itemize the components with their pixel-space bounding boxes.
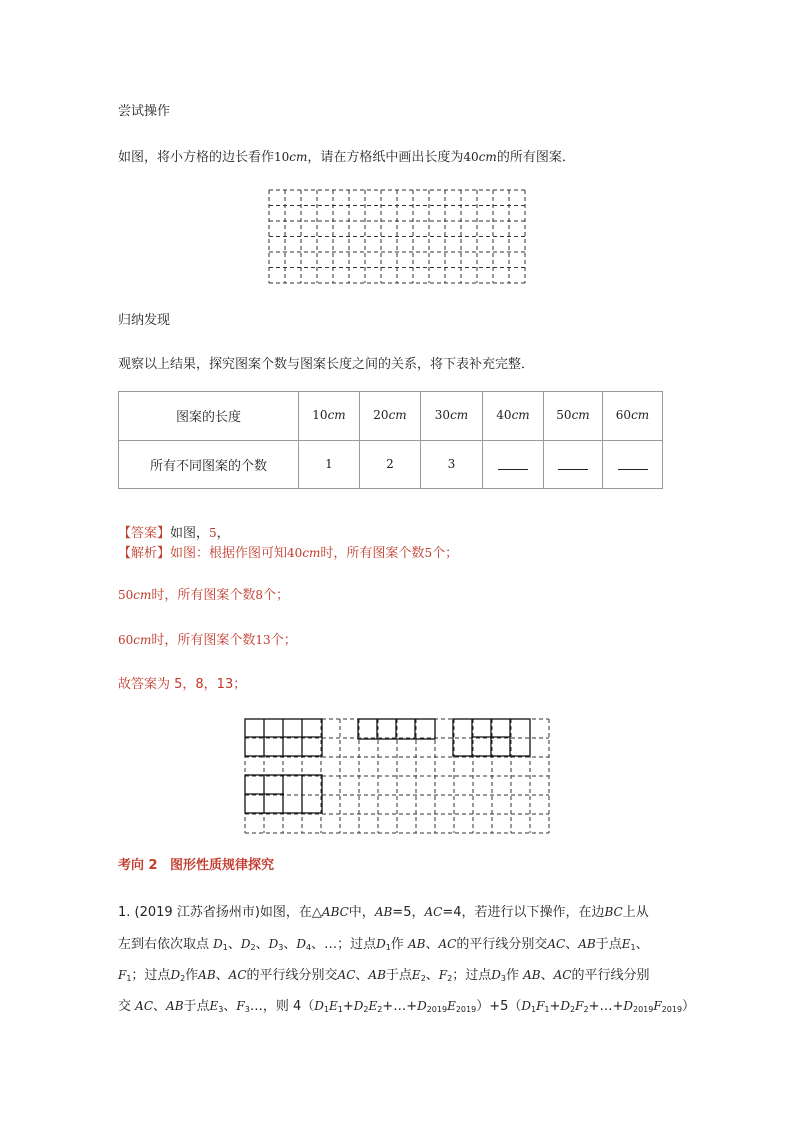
analysis-line-1: 【解析】如图：根据作图可知40cm时，所有图案个数5个； [118, 546, 459, 561]
table-cell: 20cm [360, 392, 421, 441]
table-cell: 60cm [603, 392, 663, 441]
summary-prompt: 观察以上结果，探究图案个数与图案长度之间的关系，将下表补充完整． [118, 357, 535, 372]
table-cell: 3 [421, 440, 483, 489]
analysis-line-2: 50cm时，所有图案个数8个； [118, 588, 290, 603]
summary-heading: 归纳发现 [118, 313, 171, 328]
table-blank-cell [603, 440, 663, 489]
dashed-grid-paper [268, 189, 526, 285]
problem-line-1: 1. (2019 江苏省扬州市)如图，在△ABC中，AB=5，AC=4，若进行以下操作，在边BC上从 [118, 905, 649, 920]
table-row [119, 392, 663, 441]
try-prompt: 如图，将小方格的边长看作10cm，请在方格纸中画出长度为40cm的所有图案． [118, 150, 575, 165]
table-header-cell: 图案的长度 [119, 392, 299, 441]
table-cell: 10cm [299, 392, 360, 441]
analysis-line-3: 60cm时，所有图案个数13个； [118, 633, 297, 648]
table-blank-cell [483, 440, 544, 489]
problem-line-2: 左到右依次取点 $D_1$、$D_2$、$D_3$、$D_4$、…；过点$D_1$作 AB、AC的平行线分别交AC、AB于点$E_1$、 [118, 937, 649, 952]
table-blank-cell [544, 440, 603, 489]
table-header-cell: 所有不同图案的个数 [119, 440, 299, 489]
table-row [119, 440, 663, 489]
analysis-tag: 【解析】 [118, 546, 171, 561]
analysis-conclusion: 故答案为 5，8，13； [118, 677, 247, 692]
table-cell: 30cm [421, 392, 483, 441]
solution-grid-diagram [244, 717, 550, 835]
answer-tag: 【答案】 [118, 526, 171, 541]
table-cell: 50cm [544, 392, 603, 441]
problem-line-4: 交 AC、AB于点$E_3$、$F_3\dots$，则 $4(D_1E_1+D_2E_2+\dots+D_{2019}E_{2019})+5(D_1F_1+D_2F_2+\dots+D_{2019}F_{2019})$ [118, 999, 696, 1014]
table-cell: 40cm [483, 392, 544, 441]
length-count-table [118, 391, 663, 489]
table-cell: 2 [360, 440, 421, 489]
answer-line: 【答案】如图，5， [118, 526, 230, 541]
table-cell: 1 [299, 440, 360, 489]
problem-line-3: $F_1$；过点$D_2$作AB、AC的平行线分别交AC、AB于点$E_2$、$F_2$；过点$D_3$作 AB、AC的平行线分别 [118, 968, 650, 983]
try-heading: 尝试操作 [118, 104, 171, 119]
section-heading: 考向 2 图形性质规律探究 [118, 858, 274, 873]
